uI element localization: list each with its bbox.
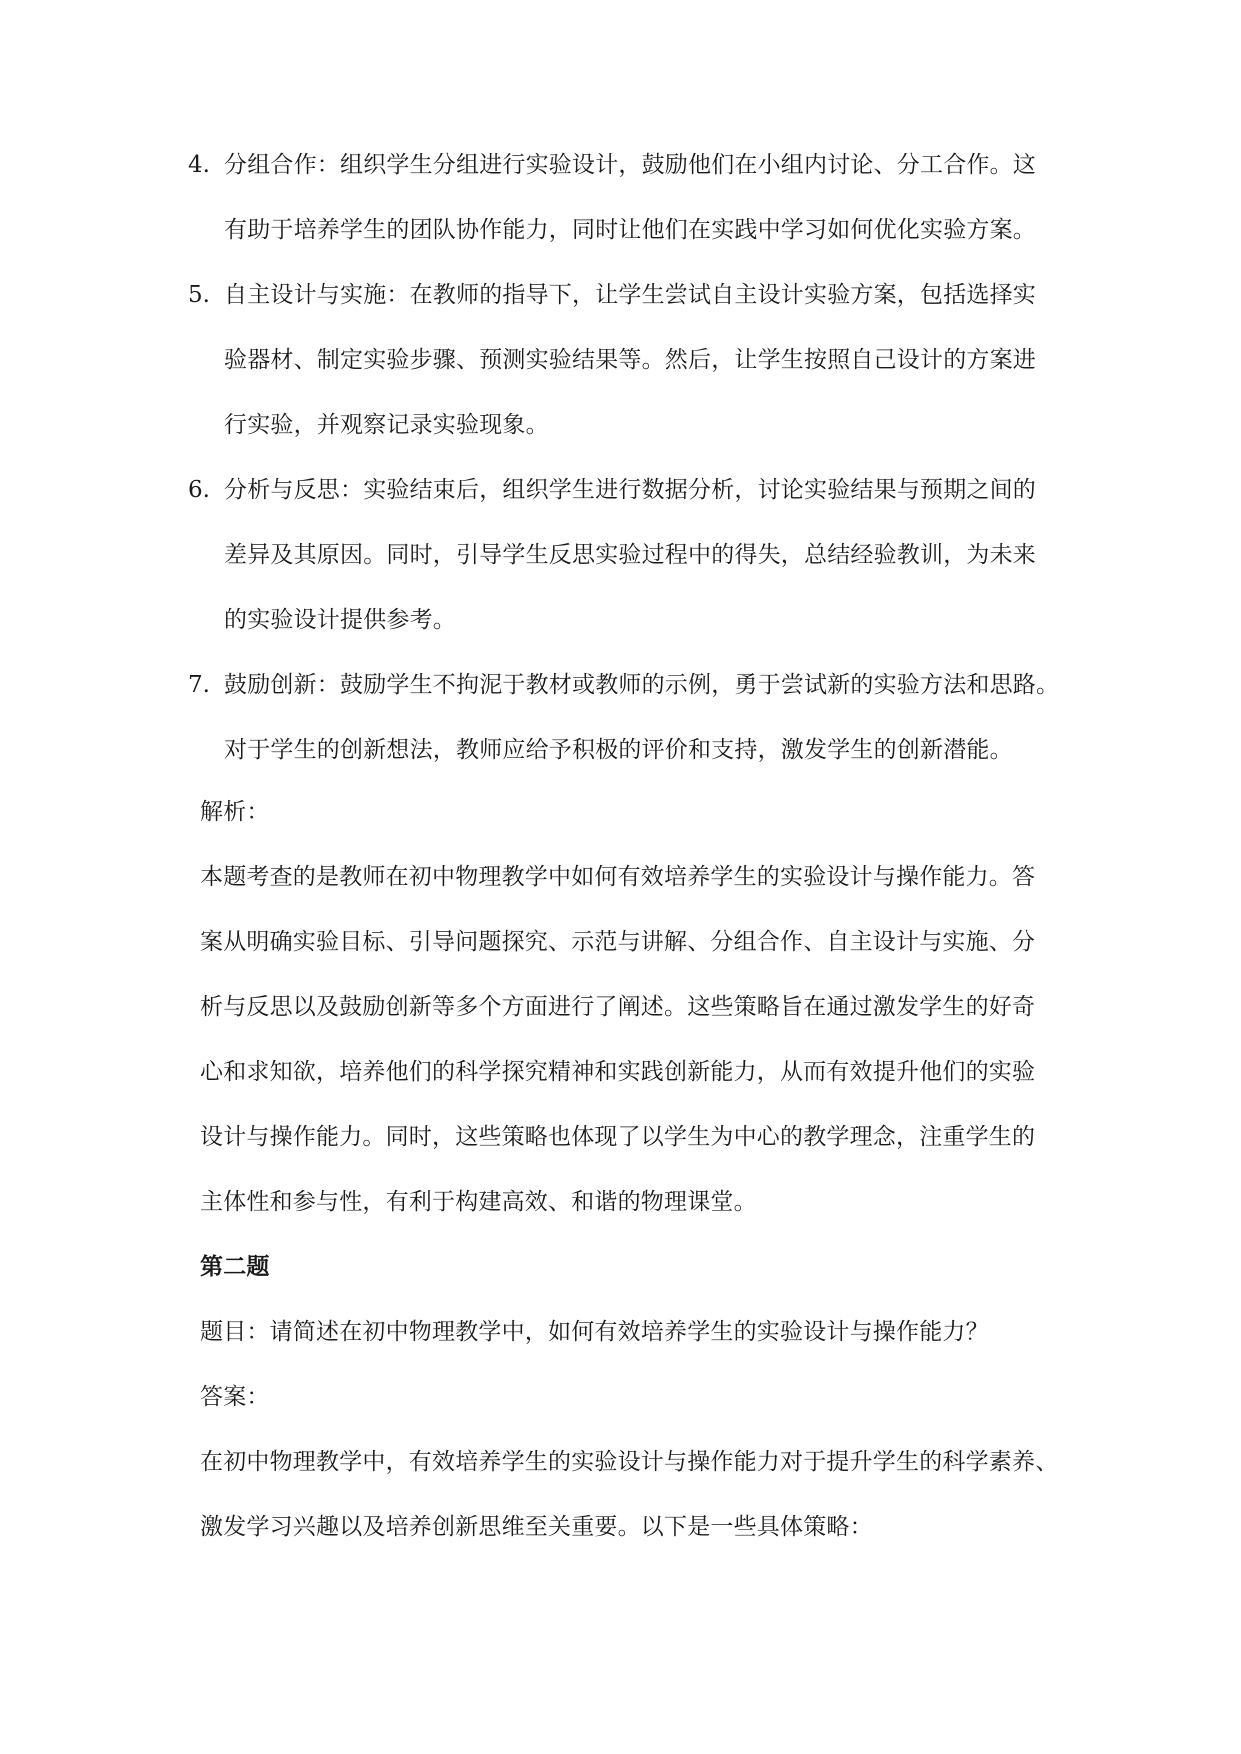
question-prompt: 题目：请简述在初中物理教学中，如何有效培养学生的实验设计与操作能力？ <box>200 1319 989 1345</box>
list-item-7-line-1: 鼓励创新：鼓励学生不拘泥于教材或教师的示例，勇于尝试新的实验方法和思路。 <box>224 672 1060 698</box>
answer-heading: 答案： <box>200 1384 270 1410</box>
list-item-6-line-3: 的实验设计提供参考。 <box>224 607 456 633</box>
answer-line-2: 激发学习兴趣以及培养创新思维至关重要。以下是一些具体策略： <box>200 1514 873 1540</box>
list-number: 4. <box>188 152 210 178</box>
section-title: 第二题 <box>200 1253 270 1280</box>
analysis-heading: 解析： <box>200 799 270 825</box>
list-item-5-line-1: 自主设计与实施：在教师的指导下，让学生尝试自主设计实验方案，包括选择实 <box>224 282 1036 308</box>
analysis-line-4: 心和求知欲，培养他们的科学探究精神和实践创新能力，从而有效提升他们的实验 <box>200 1059 1036 1085</box>
list-item-6-line-1: 分析与反思：实验结束后，组织学生进行数据分析，讨论实验结果与预期之间的 <box>224 477 1036 503</box>
answer-line-1: 在初中物理教学中，有效培养学生的实验设计与操作能力对于提升学生的科学素养、 <box>200 1449 1059 1475</box>
list-number: 5. <box>188 282 210 308</box>
list-item-5-line-2: 验器材、制定实验步骤、预测实验结果等。然后，让学生按照自己设计的方案进 <box>224 347 1036 373</box>
list-item-4-line-2: 有助于培养学生的团队协作能力，同时让他们在实践中学习如何优化实验方案。 <box>224 217 1036 243</box>
analysis-line-6: 主体性和参与性，有利于构建高效、和谐的物理课堂。 <box>200 1189 757 1215</box>
list-item-7-line-2: 对于学生的创新想法，教师应给予积极的评价和支持，激发学生的创新潜能。 <box>224 737 1013 763</box>
analysis-line-5: 设计与操作能力。同时，这些策略也体现了以学生为中心的教学理念，注重学生的 <box>200 1124 1036 1150</box>
analysis-line-1: 本题考查的是教师在初中物理教学中如何有效培养学生的实验设计与操作能力。答 <box>200 864 1036 890</box>
list-item-6-line-2: 差异及其原因。同时，引导学生反思实验过程中的得失，总结经验教训，为未来 <box>224 542 1036 568</box>
list-item-4-line-1: 分组合作：组织学生分组进行实验设计，鼓励他们在小组内讨论、分工合作。这 <box>224 152 1036 178</box>
list-item-5-line-3: 行实验，并观察记录实验现象。 <box>224 412 549 438</box>
analysis-line-3: 析与反思以及鼓励创新等多个方面进行了阐述。这些策略旨在通过激发学生的好奇 <box>200 994 1036 1020</box>
list-number: 7. <box>188 672 210 698</box>
list-number: 6. <box>188 477 210 503</box>
analysis-line-2: 案从明确实验目标、引导问题探究、示范与讲解、分组合作、自主设计与实施、分 <box>200 929 1036 955</box>
